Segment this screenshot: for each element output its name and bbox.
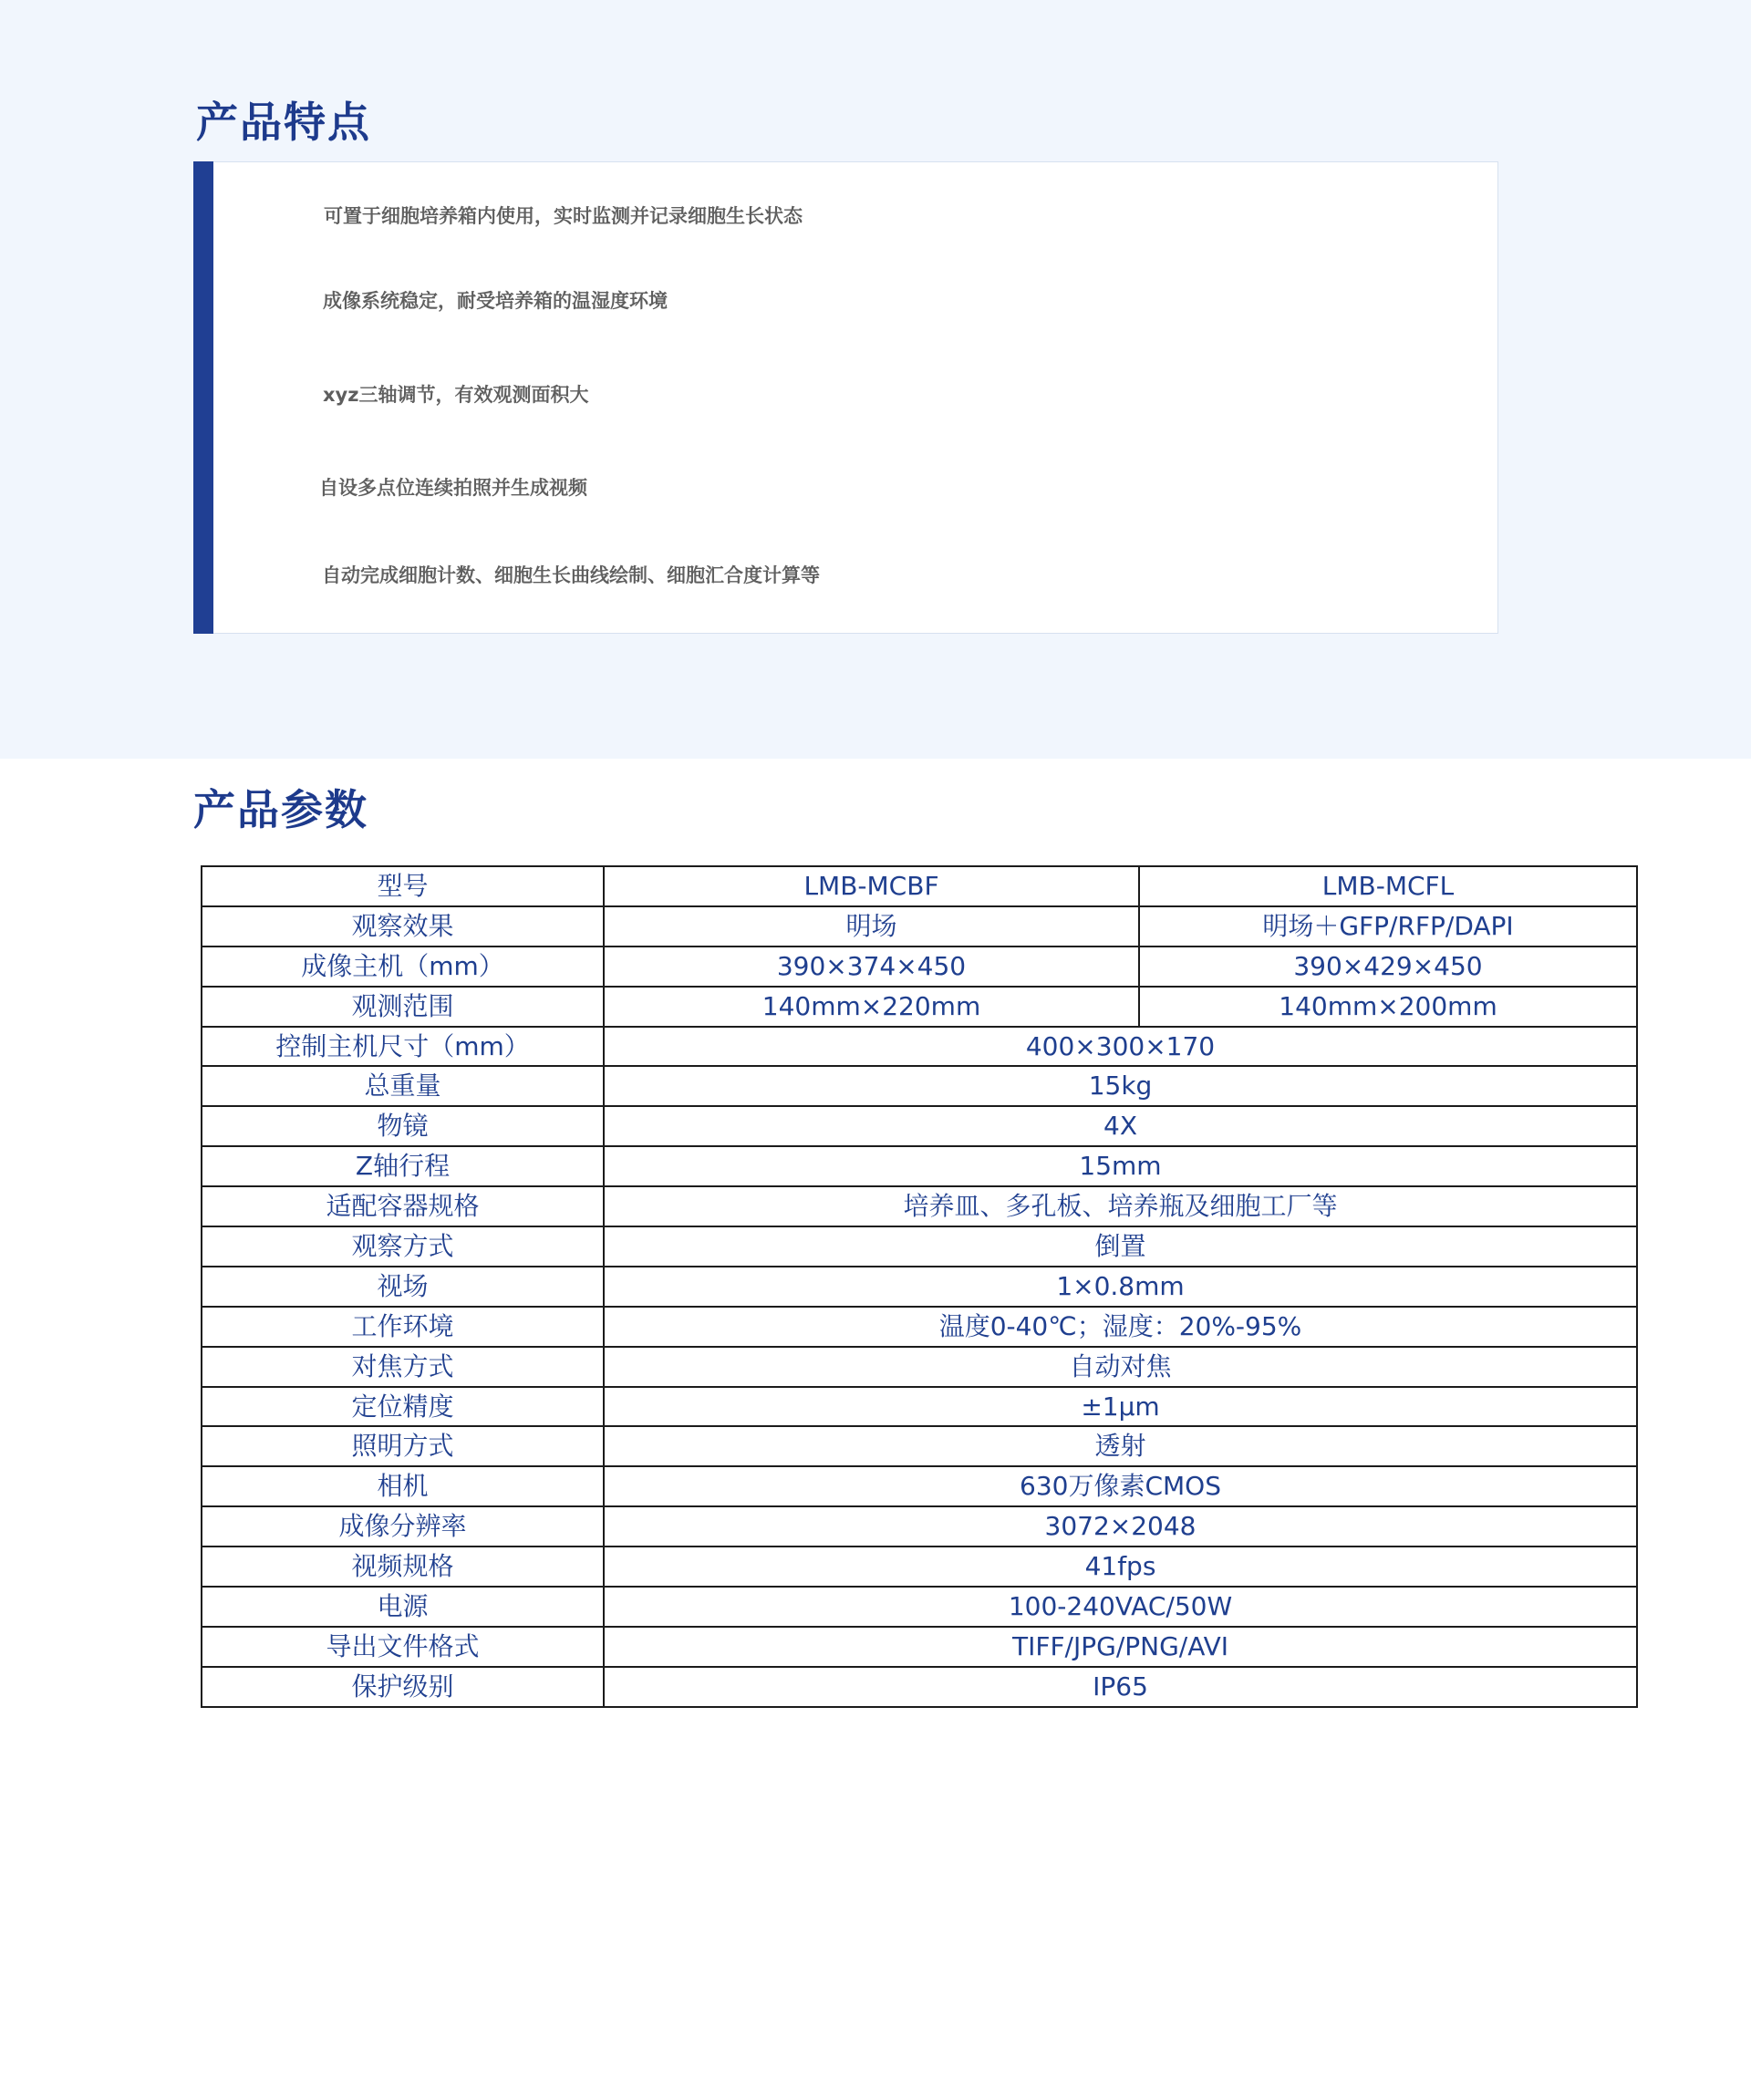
feature-item: 可置于细胞培养箱内使用，实时监测并记录细胞生长状态: [324, 205, 803, 227]
param-value: 100-240VAC/50W: [604, 1587, 1637, 1627]
table-row: [202, 1106, 1637, 1146]
param-label: 导出文件格式: [202, 1627, 604, 1667]
table-row: [202, 1146, 1637, 1186]
table-row: [202, 1267, 1637, 1307]
param-value: 15kg: [604, 1066, 1637, 1106]
table-row: [202, 1186, 1637, 1226]
accent-bar: [193, 161, 213, 634]
param-value: 培养皿、多孔板、培养瓶及细胞工厂等: [604, 1186, 1637, 1226]
param-label: 总重量: [202, 1066, 604, 1106]
features-title: 产品特点: [196, 98, 371, 147]
model-label-cell: 型号: [202, 866, 604, 906]
param-value: 1×0.8mm: [604, 1267, 1637, 1307]
table-row: [202, 906, 1637, 947]
feature-item: 成像系统稳定，耐受培养箱的温湿度环境: [323, 290, 668, 312]
param-label: 保护级别: [202, 1667, 604, 1707]
table-row: [202, 1226, 1637, 1267]
table-row: [202, 987, 1637, 1027]
param-label: 物镜: [202, 1106, 604, 1146]
param-label: 成像分辨率: [202, 1506, 604, 1547]
param-label: 电源: [202, 1587, 604, 1627]
param-label: 照明方式: [202, 1426, 604, 1466]
param-value: 630万像素CMOS: [604, 1466, 1637, 1506]
param-value: 自动对焦: [604, 1347, 1637, 1387]
param-label: 观测范围: [202, 987, 604, 1027]
feature-item: xyz三轴调节，有效观测面积大: [323, 384, 589, 406]
feature-item: 自动完成细胞计数、细胞生长曲线绘制、细胞汇合度计算等: [322, 564, 820, 586]
param-label: 对焦方式: [202, 1347, 604, 1387]
param-label: 视频规格: [202, 1547, 604, 1587]
param-label: Z轴行程: [202, 1146, 604, 1186]
param-value: ±1μm: [604, 1387, 1637, 1427]
table-row: [202, 1506, 1637, 1547]
table-row: [202, 1426, 1637, 1466]
table-row: [202, 1027, 1637, 1067]
param-value-a: 140mm×220mm: [604, 987, 1139, 1027]
param-value: 温度0-40℃；湿度：20%-95%: [604, 1307, 1637, 1347]
param-value: 400×300×170: [604, 1027, 1637, 1067]
table-row: [202, 1627, 1637, 1667]
feature-item: 自设多点位连续拍照并生成视频: [319, 477, 587, 499]
param-value-b: 140mm×200mm: [1139, 987, 1637, 1027]
param-value: IP65: [604, 1667, 1637, 1707]
table-row: [202, 1547, 1637, 1587]
param-value: 41fps: [604, 1547, 1637, 1587]
model-a-cell: LMB-MCBF: [604, 866, 1139, 906]
table-row: [202, 1066, 1637, 1106]
param-label: 观察效果: [202, 906, 604, 947]
features-card: [193, 161, 1498, 634]
param-label: 定位精度: [202, 1387, 604, 1427]
model-b-cell: LMB-MCFL: [1139, 866, 1637, 906]
param-label: 适配容器规格: [202, 1186, 604, 1226]
param-value-a: 明场: [604, 906, 1139, 947]
param-label: 工作环境: [202, 1307, 604, 1347]
table-row: [202, 947, 1637, 987]
table-row: [202, 1347, 1637, 1387]
params-title: 产品参数: [193, 785, 368, 834]
table-row: [202, 1587, 1637, 1627]
table-row: [202, 1307, 1637, 1347]
param-value-a: 390×374×450: [604, 947, 1139, 987]
param-label: 相机: [202, 1466, 604, 1506]
table-row: [202, 1466, 1637, 1506]
param-value: 倒置: [604, 1226, 1637, 1267]
table-header-row: [202, 866, 1637, 906]
param-value: 3072×2048: [604, 1506, 1637, 1547]
param-label: 视场: [202, 1267, 604, 1307]
spec-table: [201, 865, 1638, 1708]
param-value: 透射: [604, 1426, 1637, 1466]
param-value: 15mm: [604, 1146, 1637, 1186]
param-label: 控制主机尺寸（mm）: [202, 1027, 604, 1067]
table-row: [202, 1387, 1637, 1427]
param-value-b: 明场＋GFP/RFP/DAPI: [1139, 906, 1637, 947]
param-label: 观察方式: [202, 1226, 604, 1267]
table-row: [202, 1667, 1637, 1707]
param-label: 成像主机（mm）: [202, 947, 604, 987]
param-value-b: 390×429×450: [1139, 947, 1637, 987]
param-value: 4X: [604, 1106, 1637, 1146]
param-value: TIFF/JPG/PNG/AVI: [604, 1627, 1637, 1667]
